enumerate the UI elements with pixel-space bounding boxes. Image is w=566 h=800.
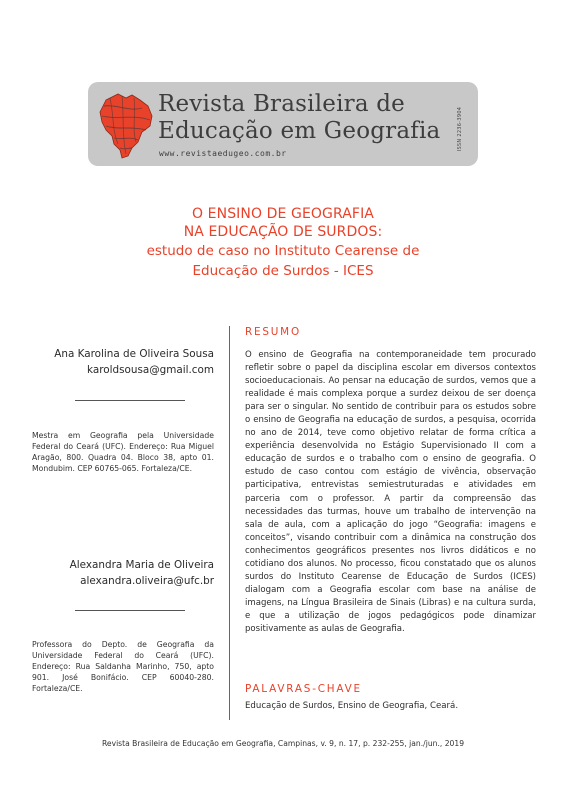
author-name: Ana Karolina de Oliveira Sousa (54, 348, 214, 360)
resumo-text: O ensino de Geografia na contemporaneidade tem procurado refletir sobre o papel da disciplina escolar em diversos contextos socioeducacionais. Ao pensar na educação de surdos, vemos que a realidade é mais complexa porque a surdez deixou de ser doença para ser o singular. No sentido de contribuir para os estudos sobre o ensino de Geografia na educação de surdos, a pesquisa, ocorrida no ano de 2014, teve como objetivo relatar de forma crítica a experiência desenvolvida no Estágio Supervisionado II com a educação de surdos e o trabalho com o ensino de geografia. O estudo de caso contou com estágio de vivência, observação participativa, entrevistas semiestruturadas e atividades em parceria com o professor. A partir da compreensão das necessidades das turmas, houve um trabalho de intervenção na sala de aula, com a aplicação do jogo “Geografia: imagens e conceitos”, visando contribuir com a dinâmica na construção dos conhecimentos geográficos presentes nos livros didáticos e no cotidiano dos alunos. No processo, ficou constatado que os alunos surdos do Instituto Cearense de Educação de Surdos (ICES) dialogam com a Geografia escolar com base na análise de imagens, na Língua Brasileira de Sinais (Libras) e na cultura surda, e que a utilização de jogos pedagógicos pode dinamizar positivamente as aulas de Geografia. (245, 350, 536, 634)
author-1-block (32, 346, 214, 378)
title-line3: estudo de caso no Instituto Cearense de (146, 243, 420, 259)
author-email: alexandra.oliveira@ufc.br (80, 575, 214, 587)
author-2-block (32, 557, 214, 589)
article-title (0, 205, 566, 281)
journal-name-line1: Revista Brasileira de (158, 91, 405, 117)
issn-label: ISSN 2236-3904 (457, 106, 463, 152)
author-divider (75, 610, 185, 611)
author-affiliation: Professora do Depto. de Geografia da Universidade Federal do Ceará (UFC). Endereço: Rua Saldanha Marinho, 750, apto 901. José Bonifácio. CEP 60040-280. Fortaleza/CE. (32, 640, 214, 693)
resumo-heading: RESUMO (245, 326, 301, 338)
author-1-affiliation-block (32, 430, 214, 474)
keywords-text: Educação de Surdos, Ensino de Geografia, Ceará. (245, 701, 459, 711)
title-line2: NA EDUCAÇÃO DE SURDOS: (183, 224, 383, 240)
journal-name-line2: Educação em Geografia (158, 118, 441, 144)
journal-url: www.revistaedugeo.com.br (159, 149, 287, 158)
author-email: karoldsousa@gmail.com (87, 364, 214, 376)
author-divider (75, 400, 185, 401)
journal-banner (88, 82, 478, 166)
brazil-map-icon (92, 86, 156, 164)
title-line1: O ENSINO DE GEOGRAFIA (192, 206, 374, 222)
title-line4: Educação de Surdos - ICES (192, 263, 374, 279)
author-affiliation: Mestra em Geografia pela Universidade Federal do Ceará (UFC). Endereço: Rua Miguel Aragão, 800. Quadra 04. Bloco 38, apto 01. Mondubim. CEP 60765-065. Fortaleza/CE. (32, 431, 214, 473)
author-name: Alexandra Maria de Oliveira (69, 559, 214, 571)
keywords-heading: PALAVRAS-CHAVE (245, 683, 362, 695)
author-2-affiliation-block (32, 639, 214, 694)
column-divider (229, 326, 230, 720)
footer-citation: Revista Brasileira de Educação em Geografia, Campinas, v. 9, n. 17, p. 232-255, jan./jun., 2019 (101, 739, 465, 748)
